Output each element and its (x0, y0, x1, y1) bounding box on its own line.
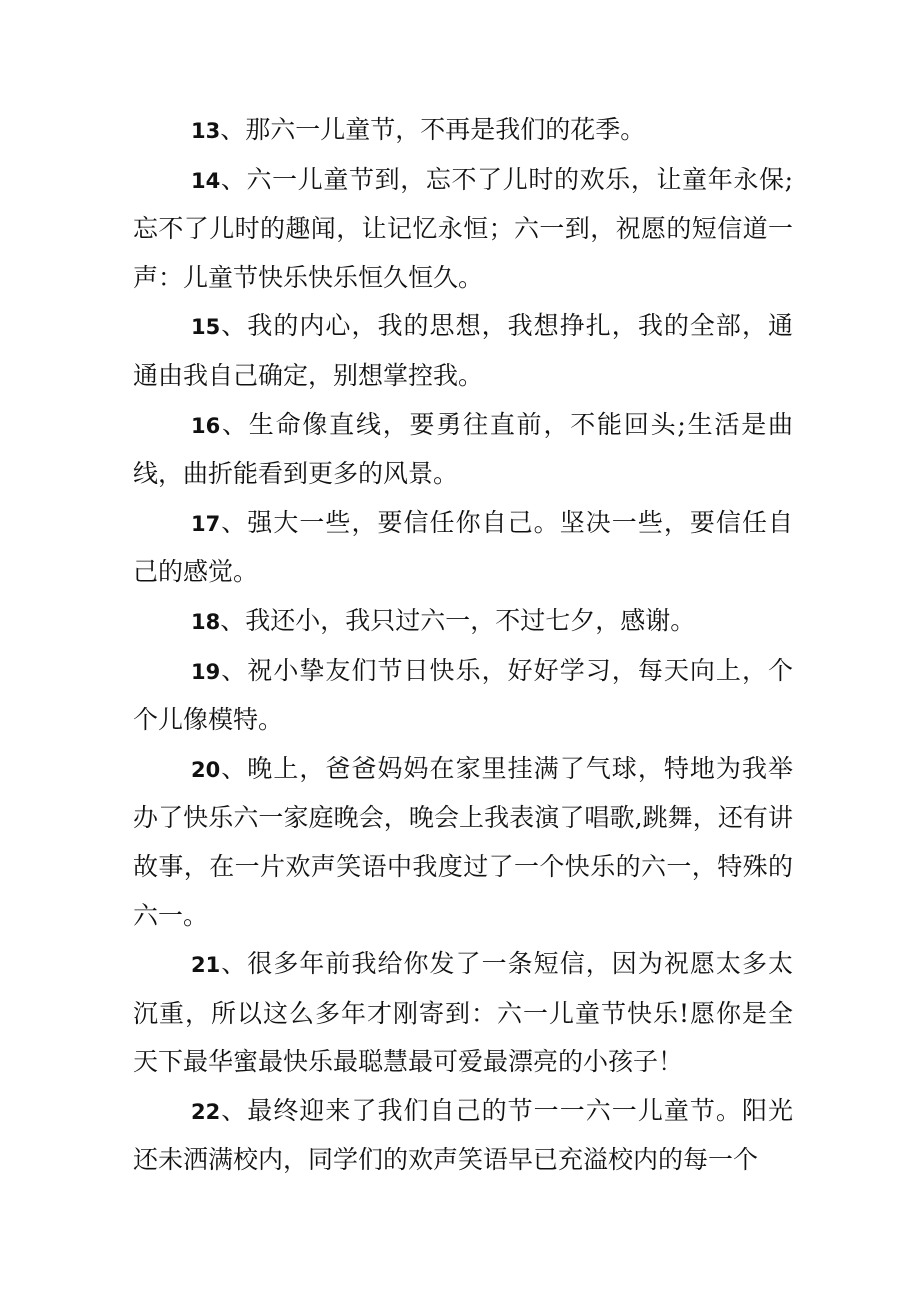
item-number: 18 (191, 609, 221, 634)
item-number: 19 (191, 659, 221, 684)
item-text: 、我的内心，我的思想，我想挣扎，我的全部，通通由我自己确定，别想掌控我。 (133, 311, 793, 390)
list-item (133, 302, 793, 400)
list-item (133, 745, 793, 940)
item-text: 、晚上，爸爸妈妈在家里挂满了气球，特地为我举办了快乐六一家庭晚会，晚会上我表演了唱歌,跳舞，还有讲故事，在一片欢声笑语中我度过了一个快乐的六一，特殊的六一。 (133, 753, 793, 930)
list-item (133, 940, 793, 1087)
item-number: 13 (191, 119, 221, 143)
list-item (133, 1087, 793, 1185)
list-item (133, 597, 793, 647)
item-text: 、我还小，我只过六一，不过七夕，感谢。 (220, 605, 696, 635)
item-text: 、最终迎来了我们自己的节一一六一儿童节。阳光还未洒满校内，同学们的欢声笑语早已充溢校内的每一个 (133, 1095, 793, 1175)
item-number: 14 (191, 168, 221, 193)
item-text: 、六一儿童节到，忘不了儿时的欢乐，让童年永保;忘不了儿时的趣闻，让记忆永恒；六一到，祝愿的短信道一声：儿童节快乐快乐恒久恒久。 (133, 164, 793, 292)
item-text: 、生命像直线，要勇往直前，不能回头;生活是曲线，曲折能看到更多的风景。 (133, 409, 793, 489)
item-number: 17 (191, 511, 221, 536)
item-number: 15 (191, 315, 221, 340)
item-text: 、强大一些，要信任你自己。坚决一些，要信任自己的感觉。 (133, 507, 793, 587)
item-text: 、很多年前我给你发了一条短信，因为祝愿太多太沉重，所以这么多年才刚寄到：六一儿童节快乐!愿你是全天下最华蜜最快乐最聪慧最可爱最漂亮的小孩子！ (133, 949, 793, 1077)
item-number: 22 (191, 1099, 221, 1124)
item-number: 21 (191, 953, 221, 978)
item-number: 20 (191, 757, 221, 782)
item-text: 、那六一儿童节，不再是我们的花季。 (220, 115, 646, 144)
document-body (133, 106, 793, 1185)
list-item (133, 156, 793, 303)
list-item (133, 106, 793, 156)
list-item (133, 647, 793, 745)
list-item (133, 499, 793, 597)
item-number: 16 (191, 413, 221, 438)
list-item (133, 401, 793, 499)
item-text: 、祝小挚友们节日快乐，好好学习，每天向上，个个儿像模特。 (133, 655, 793, 735)
